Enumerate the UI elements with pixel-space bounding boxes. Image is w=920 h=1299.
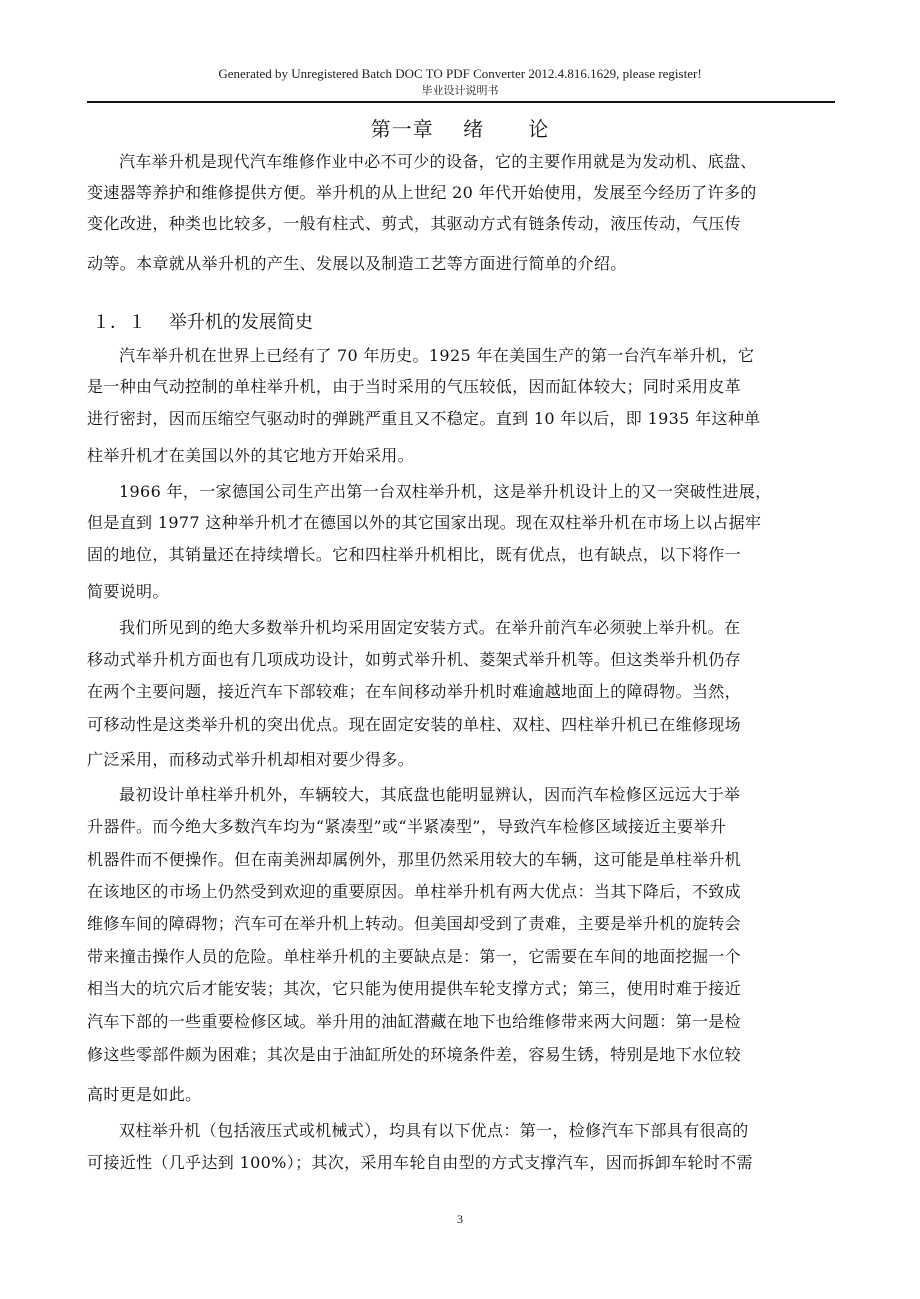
text-line: 固的地位，其销量还在持续增长。它和四柱举升机相比，既有优点，也有缺点，以下将作一: [87, 545, 742, 564]
chapter-title: 第一章 绪 论: [370, 117, 550, 141]
text-line: 可接近性（几乎达到 100%）；其次，采用车轮自由型的方式支撑汽车，因而拆卸车轮时不需: [87, 1153, 753, 1172]
text-line: 1966 年，一家德国公司生产出第一台双柱举升机，这是举升机设计上的又一突破性进展，: [119, 482, 772, 501]
text-line: 汽车下部的一些重要检修区域。举升用的油缸潜藏在地下也给维修带来两大问题：第一是检: [87, 1012, 742, 1031]
text-line: 但是直到 1977 这种举升机才在德国以外的其它国家出现。现在双柱举升机在市场上以占据牢: [87, 513, 762, 532]
text-line: 我们所见到的绝大多数举升机均采用固定安装方式。在举升前汽车必须驶上举升机。在: [119, 618, 741, 637]
text-line: 是一种由气动控制的单柱举升机，由于当时采用的气压较低，因而缸体较大；同时采用皮革: [87, 377, 742, 396]
section-number: １．１: [92, 312, 146, 333]
text-line: 移动式举升机方面也有几项成功设计，如剪式举升机、菱架式举升机等。但这类举升机仍存: [87, 650, 742, 669]
text-line: 带来撞击操作人员的危险。单柱举升机的主要缺点是：第一，它需要在车间的地面挖掘一个: [87, 947, 742, 966]
text-line: 动等。本章就从举升机的产生、发展以及制造工艺等方面进行简单的介绍。: [87, 254, 627, 273]
text-line: 相当大的坑穴后才能安装；其次，它只能为使用提供车轮支撑方式；第三，使用时难于接近: [87, 979, 742, 998]
text-line: 汽车举升机在世界上已经有了 70 年历史。1925 年在美国生产的第一台汽车举升机，它: [119, 346, 755, 365]
section-heading: [92, 308, 313, 334]
text-line: 双柱举升机（包括液压式或机械式），均具有以下优点：第一，检修汽车下部具有很高的: [119, 1121, 749, 1140]
header-rule: [87, 101, 835, 103]
text-line: 广泛采用，而移动式举升机却相对要少得多。: [87, 750, 415, 769]
text-line: 汽车举升机是现代汽车维修作业中必不可少的设备，它的主要作用就是为发动机、底盘、: [119, 152, 757, 171]
text-line: 变速器等养护和维修提供方便。举升机的从上世纪 20 年代开始使用，发展至今经历了许多的: [87, 183, 757, 202]
page-number: 3: [457, 1212, 463, 1226]
text-line: 修这些零部件颇为困难；其次是由于油缸所处的环境条件差，容易生锈，特别是地下水位较: [87, 1045, 742, 1064]
text-line: 在该地区的市场上仍然受到欢迎的重要原因。单柱举升机有两大优点：当其下降后，不致成: [87, 882, 742, 901]
running-header: 毕业设计说明书: [421, 84, 499, 97]
text-line: 最初设计单柱举升机外，车辆较大，其底盘也能明显辨认，因而汽车检修区远远大于举: [119, 785, 741, 804]
section-title: 举升机的发展简史: [168, 312, 313, 333]
text-line: 升器件。而今绝大多数汽车均为“紧凑型”或“半紧凑型”，导致汽车检修区域接近主要举升: [87, 817, 727, 836]
text-line: 高时更是如此。: [87, 1085, 202, 1104]
text-line: 变化改进，种类也比较多，一般有柱式、剪式，其驱动方式有链条传动，液压传动，气压传: [87, 214, 742, 233]
converter-watermark: Generated by Unregistered Batch DOC TO PDF Converter 2012.4.816.1629, please register!: [218, 66, 702, 81]
text-line: 柱举升机才在美国以外的其它地方开始采用。: [87, 446, 415, 465]
text-line: 机器件而不便操作。但在南美洲却属例外，那里仍然采用较大的车辆，这可能是单柱举升机: [87, 850, 742, 869]
text-line: 维修车间的障碍物；汽车可在举升机上转动。但美国却受到了责难，主要是举升机的旋转会: [87, 914, 742, 933]
text-line: 在两个主要问题，接近汽车下部较难；在车间移动举升机时难逾越地面上的障碍物。当然，: [87, 682, 742, 701]
text-line: 可移动性是这类举升机的突出优点。现在固定安装的单柱、双柱、四柱举升机已在维修现场: [87, 715, 742, 734]
text-line: 简要说明。: [87, 582, 169, 601]
text-line: 进行密封，因而压缩空气驱动时的弹跳严重且又不稳定。直到 10 年以后，即 1935 年这种单: [87, 409, 761, 428]
